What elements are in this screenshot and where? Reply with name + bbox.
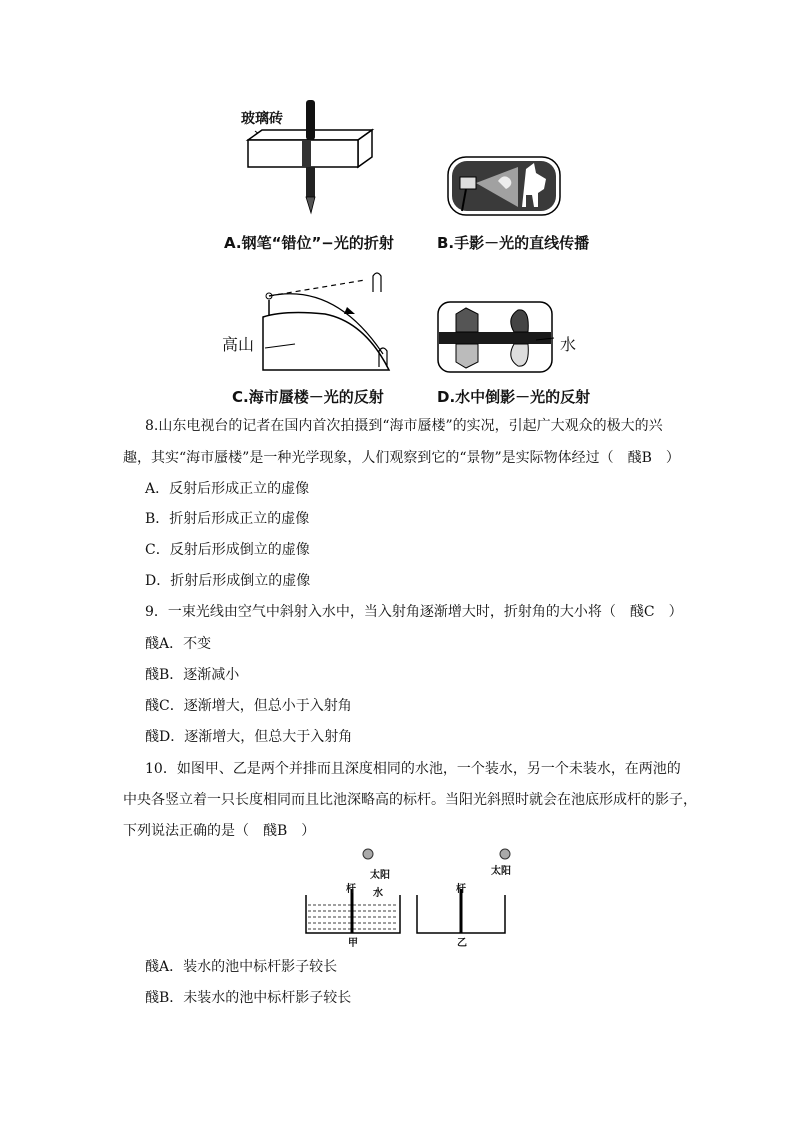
- figure-a-pen-glass: [240, 95, 380, 220]
- q10-line1: 10．如图甲、乙是两个并排而且深度相同的水池，一个装水，另一个未装水，在两池的: [145, 761, 681, 777]
- q8-option-d: D．折射后形成倒立的虚像: [145, 573, 311, 589]
- q8-option-b: B．折射后形成正立的虚像: [145, 511, 310, 527]
- figure-pools: [300, 845, 525, 950]
- figure-b-caption: B.手影－光的直线传播: [437, 234, 590, 252]
- pool-yi-pole-label: 杆: [456, 884, 466, 895]
- figure-d-caption: D.水中倒影－光的反射: [437, 388, 591, 406]
- figure-a-caption: A.钢笔“错位”−光的折射: [224, 234, 394, 252]
- q9-stem: 9．一束光线由空气中斜射入水中，当入射角逐渐增大时，折射角的大小将（ 醆C ）: [145, 604, 683, 620]
- q10-line3: 下列说法正确的是（ 醆B ）: [123, 823, 316, 839]
- q9-option-c: 醆C．逐渐增大，但总小于入射角: [145, 698, 352, 714]
- water-label: 水: [560, 335, 577, 354]
- q9-option-d: 醆D．逐渐增大，但总大于入射角: [145, 729, 353, 745]
- pool-jia-pole-label: 杆: [346, 884, 356, 895]
- figure-c-mirage: [255, 262, 405, 377]
- glass-brick-label: 玻璃砖: [241, 111, 283, 127]
- q10-line2: 中央各竖立着一只长度相同而且比池深略高的标杆。当阳光斜照时就会在池底形成杆的影子，: [123, 792, 697, 808]
- pool-jia-sun-label: 太阳: [370, 870, 390, 881]
- pool-jia-label: 甲: [348, 938, 358, 949]
- q10-option-b: 醆B．未装水的池中标杆影子较长: [145, 990, 352, 1006]
- q8-line1: 8.山东电视台的记者在国内首次拍摄到“海市蜃楼”的实况，引起广大观众的极大的兴: [145, 418, 663, 434]
- pool-yi-label: 乙: [457, 938, 467, 949]
- figure-d-reflection: [436, 300, 556, 375]
- figure-c-caption: C.海市蜃楼－光的反射: [232, 388, 384, 406]
- pool-jia-water-label: 水: [373, 888, 383, 899]
- q8-option-a: A．反射后形成正立的虚像: [145, 481, 310, 497]
- q9-option-a: 醆A．不变: [145, 636, 212, 652]
- q8-line2: 趣，其实“海市蜃楼”是一种光学现象，人们观察到它的“景物”是实际物体经过（ 醆B ）: [123, 450, 680, 466]
- q8-option-c: C．反射后形成倒立的虚像: [145, 542, 310, 558]
- pool-yi-sun-label: 太阳: [491, 866, 511, 877]
- q9-option-b: 醆B．逐渐减小: [145, 667, 240, 683]
- mountain-label: 高山: [222, 335, 255, 354]
- q10-option-a: 醆A．装水的池中标杆影子较长: [145, 959, 338, 975]
- figure-b-hand-shadow: [446, 155, 562, 217]
